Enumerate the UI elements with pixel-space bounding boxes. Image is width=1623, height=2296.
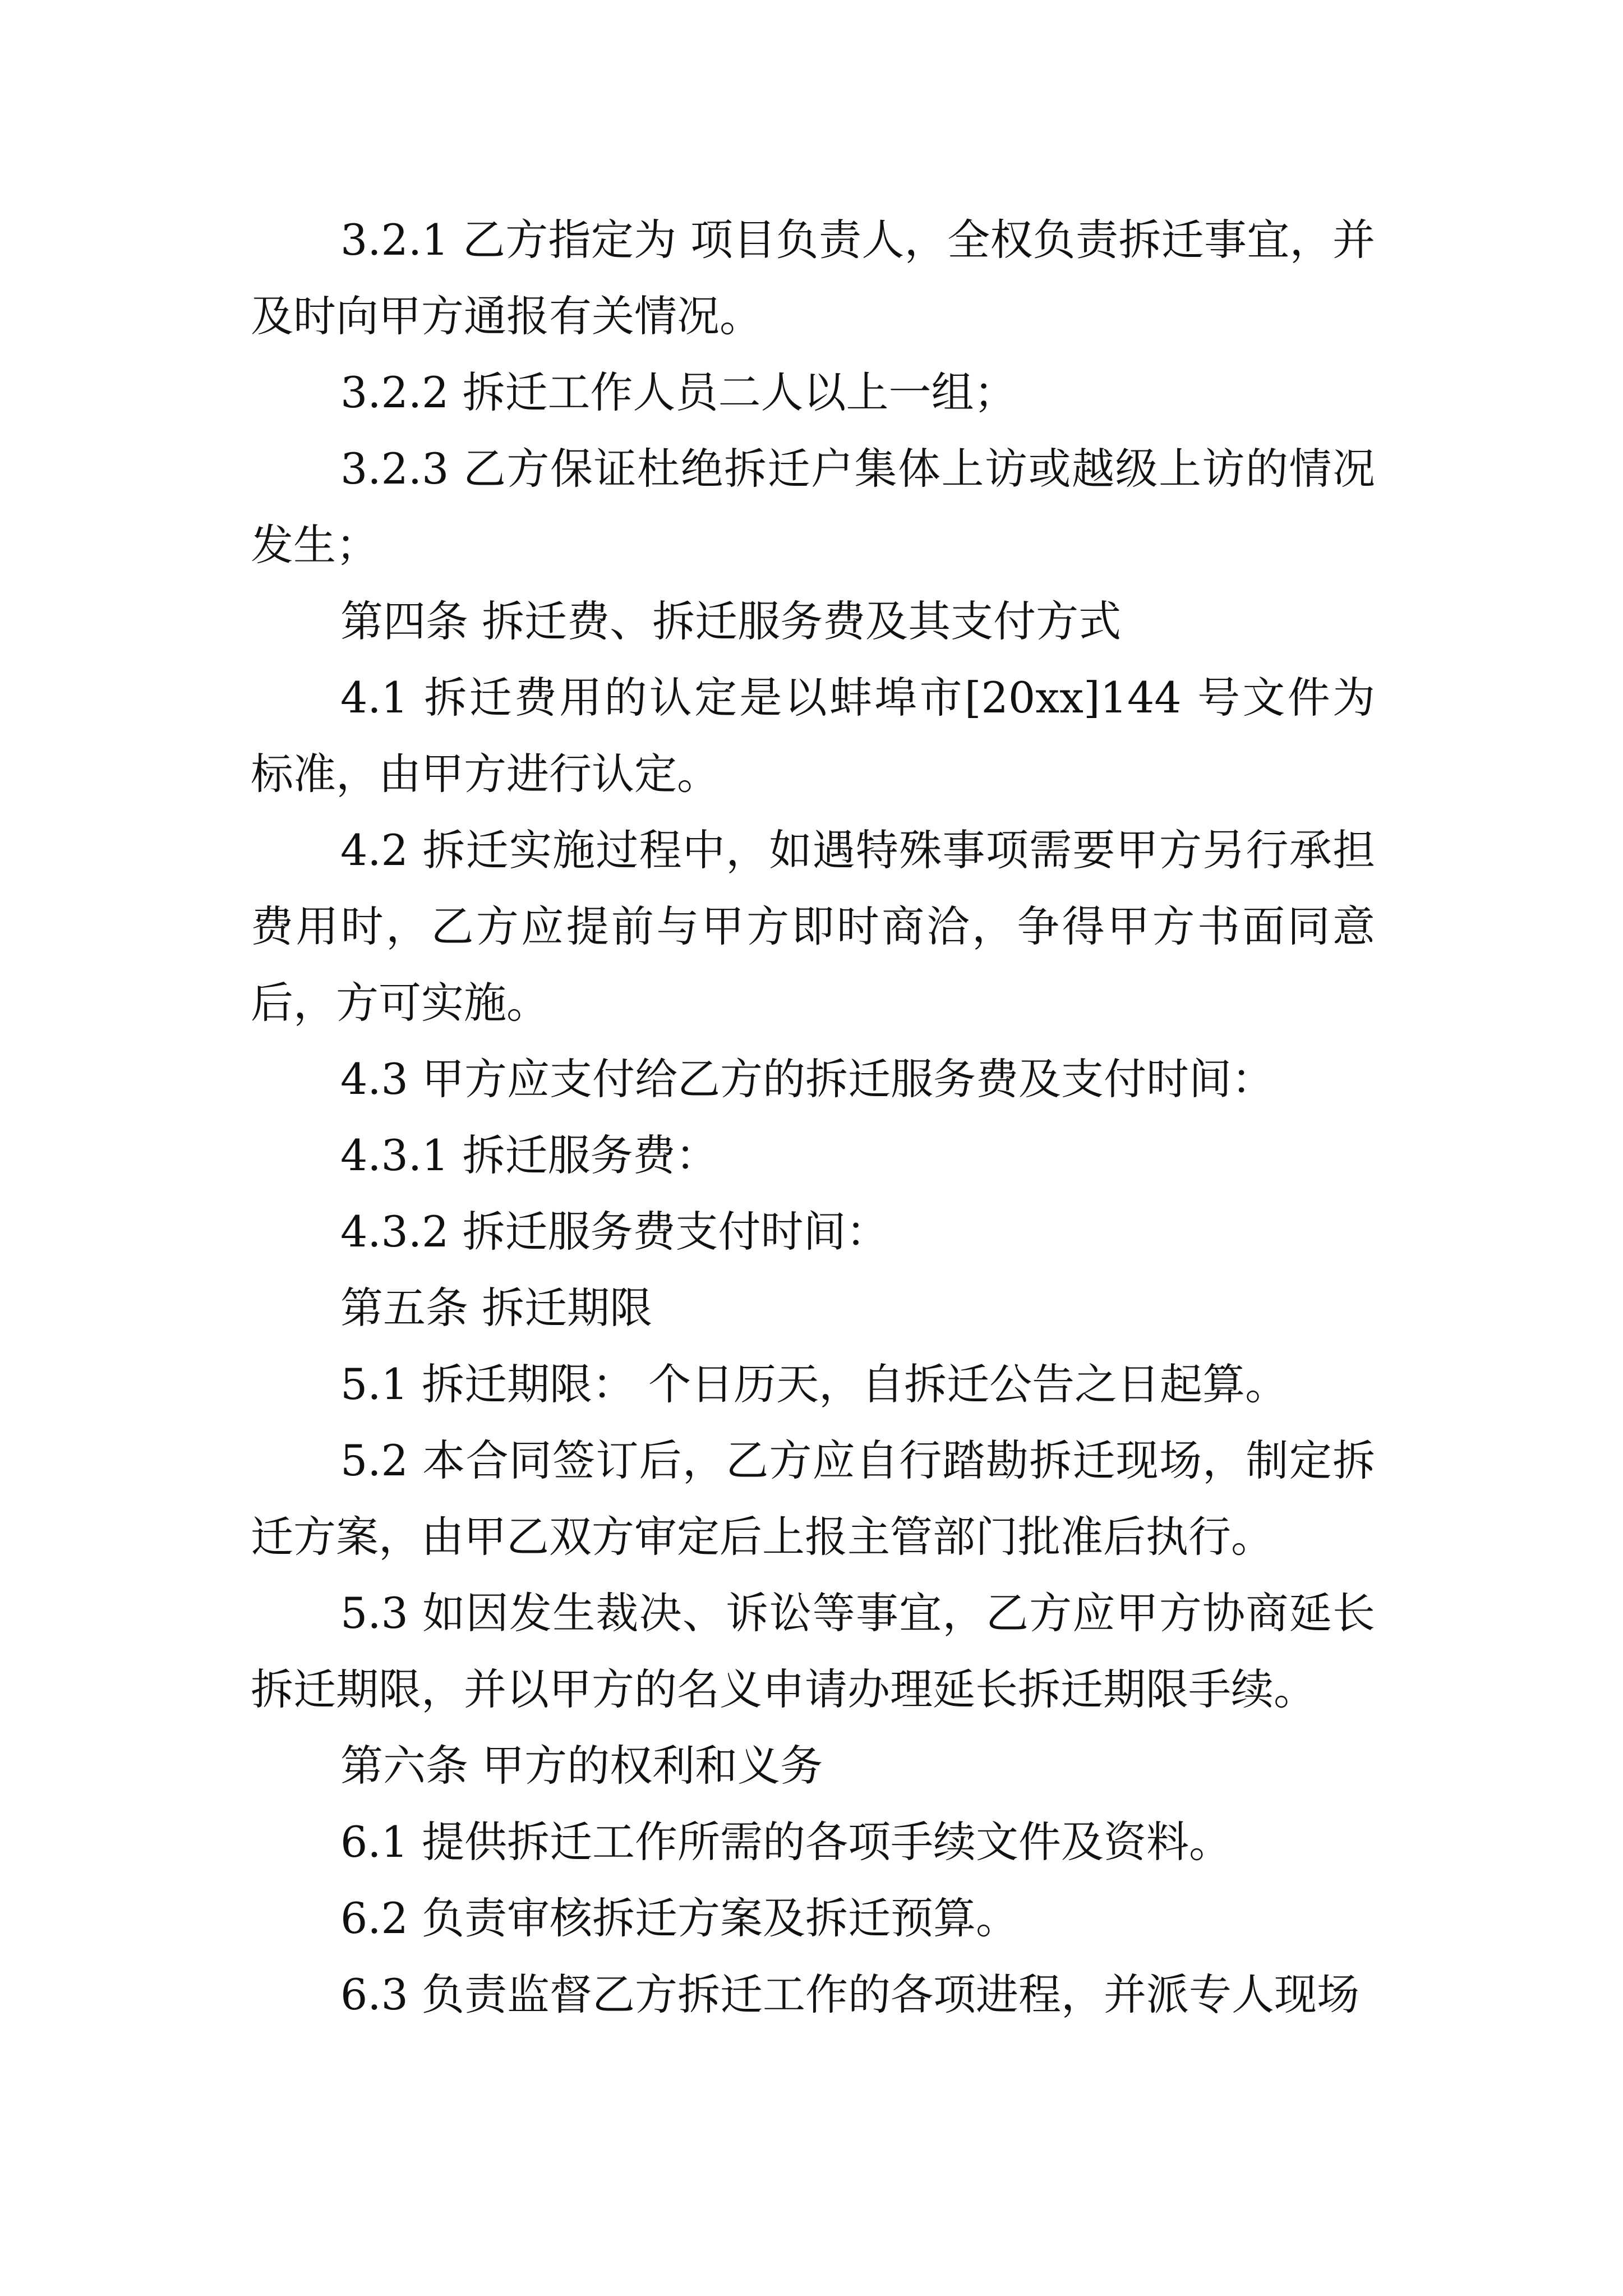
clause-4-3: 4.3 甲方应支付给乙方的拆迁服务费及支付时间：	[340, 1054, 1275, 1104]
article-5-heading: 第五条 拆迁期限	[340, 1283, 653, 1333]
clause-4-1: 4.1 拆迁费用的认定是以蚌埠市[20xx]144 号文件为标准，由甲方进行认定。	[251, 673, 1375, 799]
document-body	[251, 202, 1375, 2033]
clause-6-2: 6.2 负责审核拆迁方案及拆迁预算。	[340, 1893, 1019, 1943]
clause-5-3: 5.3 如因发生裁决、诉讼等事宜，乙方应甲方协商延长拆迁期限，并以甲方的名义申请办理延长拆迁期限手续。	[251, 1588, 1375, 1714]
clause-4-3-2: 4.3.2 拆迁服务费支付时间：	[340, 1207, 889, 1257]
clause-4-2: 4.2 拆迁实施过程中，如遇特殊事项需要甲方另行承担费用时，乙方应提前与甲方即时商洽，争得甲方书面同意后，方可实施。	[251, 825, 1375, 1028]
clause-6-1: 6.1 提供拆迁工作所需的各项手续文件及资料。	[340, 1817, 1232, 1867]
clause-3-2-2: 3.2.2 拆迁工作人员二人以上一组；	[340, 367, 1017, 417]
clause-3-2-3: 3.2.3 乙方保证杜绝拆迁户集体上访或越级上访的情况发生；	[251, 444, 1375, 570]
clause-5-2: 5.2 本合同签订后，乙方应自行踏勘拆迁现场，制定拆迁方案，由甲乙双方审定后上报主管部门批准后执行。	[251, 1435, 1375, 1562]
article-4-heading: 第四条 拆迁费、拆迁服务费及其支付方式	[340, 596, 1122, 646]
clause-3-2-1: 3.2.1 乙方指定为 项目负责人，全权负责拆迁事宜，并及时向甲方通报有关情况。	[251, 215, 1375, 341]
article-6-heading: 第六条 甲方的权利和义务	[340, 1741, 823, 1791]
clause-6-3: 6.3 负责监督乙方拆迁工作的各项进程，并派专人现场	[340, 1970, 1360, 2019]
clause-5-1: 5.1 拆迁期限： 个日历天，自拆迁公告之日起算。	[340, 1359, 1288, 1409]
clause-4-3-1: 4.3.1 拆迁服务费：	[340, 1130, 718, 1180]
